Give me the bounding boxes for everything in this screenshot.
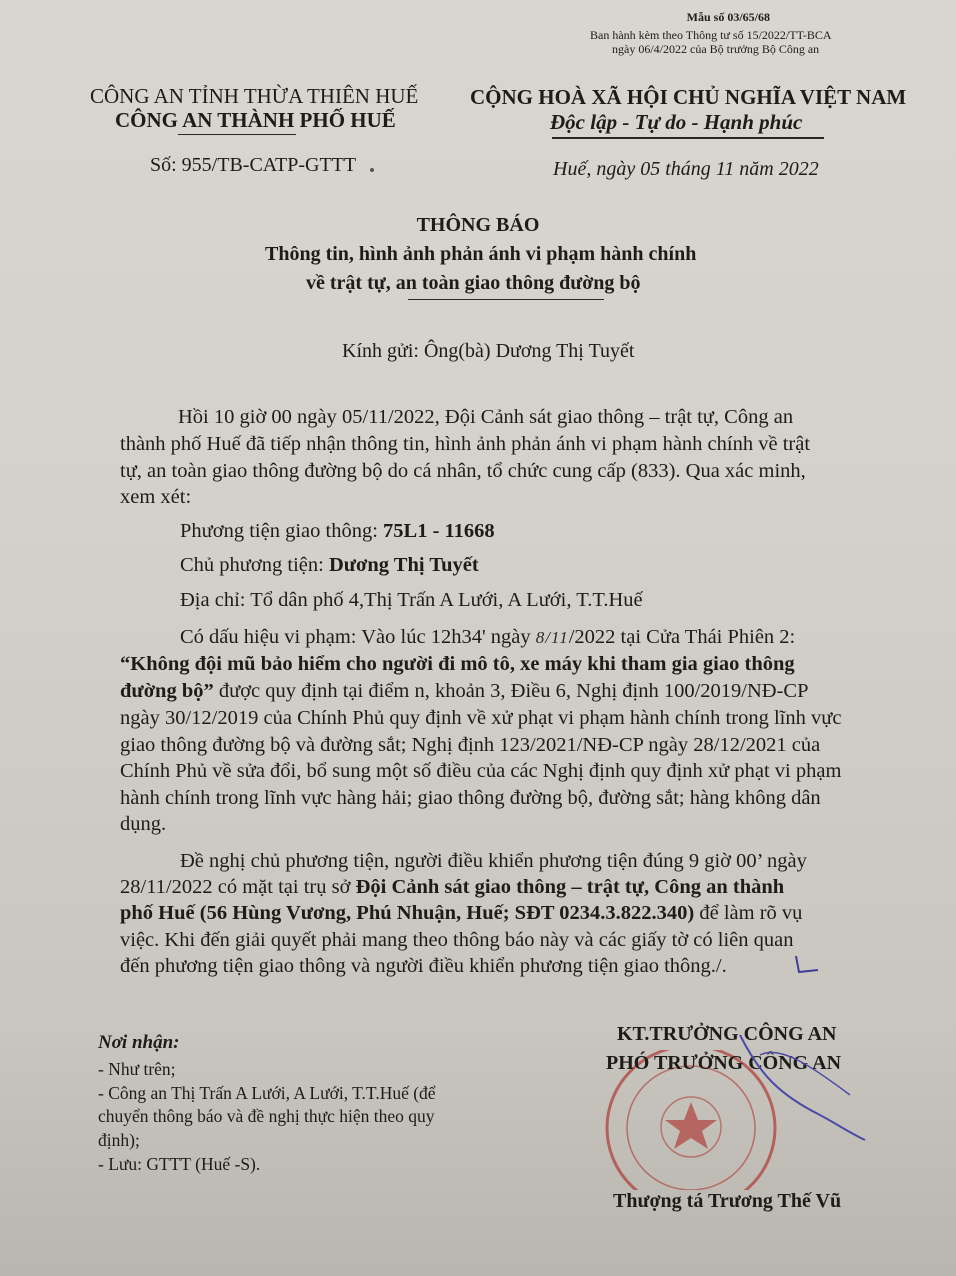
body-line: xem xét:: [120, 486, 192, 508]
body-line: Hồi 10 giờ 00 ngày 05/11/2022, Đội Cảnh sát giao thông – trật tự, Công an: [178, 406, 794, 428]
owner-label: Chủ phương tiện:: [180, 554, 329, 576]
agency-underline: [178, 134, 296, 135]
vehicle-plate: 75L1 - 11668: [383, 520, 495, 542]
recipient-line: - Như trên;: [98, 1059, 176, 1079]
form-note-line-2: ngày 06/4/2022 của Bộ trưởng Bộ Công an: [612, 42, 820, 56]
signature-title-1: KT.TRƯỞNG CÔNG AN: [617, 1023, 837, 1045]
body-line: Đề nghị chủ phương tiện, người điều khiển phương tiện đúng 9 giờ 00’ ngày: [180, 850, 807, 872]
signer-name: Thượng tá Trương Thế Vũ: [613, 1190, 842, 1212]
owner-name: Dương Thị Tuyết: [328, 554, 479, 576]
body-line: tự, an toàn giao thông đường bộ do cá nhân, tổ chức cung cấp (833). Qua xác minh,: [120, 460, 806, 482]
dot-mark: [370, 168, 374, 172]
document-title: THÔNG BÁO: [416, 214, 540, 236]
document-number: Số: 955/TB-CATP-GTTT: [150, 154, 357, 176]
subtitle-underline: [408, 299, 604, 300]
handwritten-date: 8/11: [535, 628, 569, 647]
body-line: ngày 30/12/2019 của Chính Phủ quy định về xử phạt vi phạm hành chính trong lĩnh vực: [120, 707, 842, 729]
body-line: Chính Phủ về sửa đổi, bổ sung một số điều của các Nghị định quy định xử phạt vi phạm: [120, 760, 842, 782]
recipients-heading: Nơi nhận:: [98, 1032, 180, 1053]
recipient-line: định);: [98, 1130, 140, 1150]
violation-description-1: “Không đội mũ bảo hiểm cho người đi mô tô, xe máy khi tham gia giao thông: [120, 653, 795, 675]
agency-parent: CÔNG AN TỈNH THỪA THIÊN HUẾ: [90, 84, 419, 108]
national-motto: Độc lập - Tự do - Hạnh phúc: [550, 110, 803, 134]
handwritten-signature: [700, 1015, 900, 1155]
owner-line: [180, 554, 479, 577]
document-date: Huế, ngày 05 tháng 11 năm 2022: [553, 158, 819, 180]
recipient-line: - Công an Thị Trấn A Lưới, A Lưới, T.T.Huế (để: [98, 1083, 436, 1103]
vehicle-line: [180, 520, 495, 543]
body-line: thành phố Huế đã tiếp nhận thông tin, hình ảnh phản ánh vi phạm hành chính về trật: [120, 433, 811, 455]
body-line: đến phương tiện giao thông và người điều khiển phương tiện giao thông./.: [120, 955, 727, 977]
motto-underline: [552, 137, 824, 139]
body-line: hành chính trong lĩnh vực hàng hải; giao thông đường bộ, đường sắt; hàng không dân: [120, 787, 821, 809]
violation-description-2: đường bộ” được quy định tại điểm n, khoản 3, Điều 6, Nghị định 100/2019/NĐ-CP: [120, 680, 809, 702]
greeting: Kính gửi: Ông(bà) Dương Thị Tuyết: [342, 340, 635, 362]
body-line: dụng.: [120, 813, 167, 835]
body-line: việc. Khi đến giải quyết phải mang theo thông báo này và các giấy tờ có liên quan: [120, 929, 794, 951]
handwritten-check-mark: [792, 950, 822, 978]
vehicle-label: Phương tiện giao thông:: [180, 520, 384, 542]
address-line: Địa chỉ: Tổ dân phố 4,Thị Trấn A Lưới, A Lưới, T.T.Huế: [180, 589, 643, 611]
form-code: Mẫu số 03/65/68: [686, 10, 770, 24]
body-line: phố Huế (56 Hùng Vương, Phú Nhuận, Huế; SĐT 0234.3.822.340) để làm rõ vụ: [120, 902, 803, 924]
national-title: CỘNG HOÀ XÃ HỘI CHỦ NGHĨA VIỆT NAM: [470, 85, 907, 109]
recipient-line: chuyển thông báo và đề nghị thực hiện theo quy: [98, 1106, 435, 1126]
body-line: giao thông đường bộ và đường sắt; Nghị định 123/2021/NĐ-CP ngày 28/12/2021 của: [120, 734, 821, 756]
recipient-line: - Lưu: GTTT (Huế -S).: [98, 1154, 261, 1174]
form-note-line-1: Ban hành kèm theo Thông tư số 15/2022/TT-BCA: [590, 28, 832, 42]
violation-intro: Có dấu hiệu vi phạm: Vào lúc 12h34' ngày 8/11/2022 tại Cửa Thái Phiên 2:: [180, 626, 796, 648]
document-subtitle-1: Thông tin, hình ảnh phản ánh vi phạm hành chính: [265, 243, 697, 265]
signature-title-2: PHÓ TRƯỞNG CÔNG AN: [606, 1052, 842, 1074]
body-line: 28/11/2022 có mặt tại trụ sở Đội Cảnh sát giao thông – trật tự, Công an thành: [120, 876, 785, 898]
agency-name: CÔNG AN THÀNH PHỐ HUẾ: [115, 108, 396, 132]
document-subtitle-2: về trật tự, an toàn giao thông đường bộ: [306, 272, 641, 294]
